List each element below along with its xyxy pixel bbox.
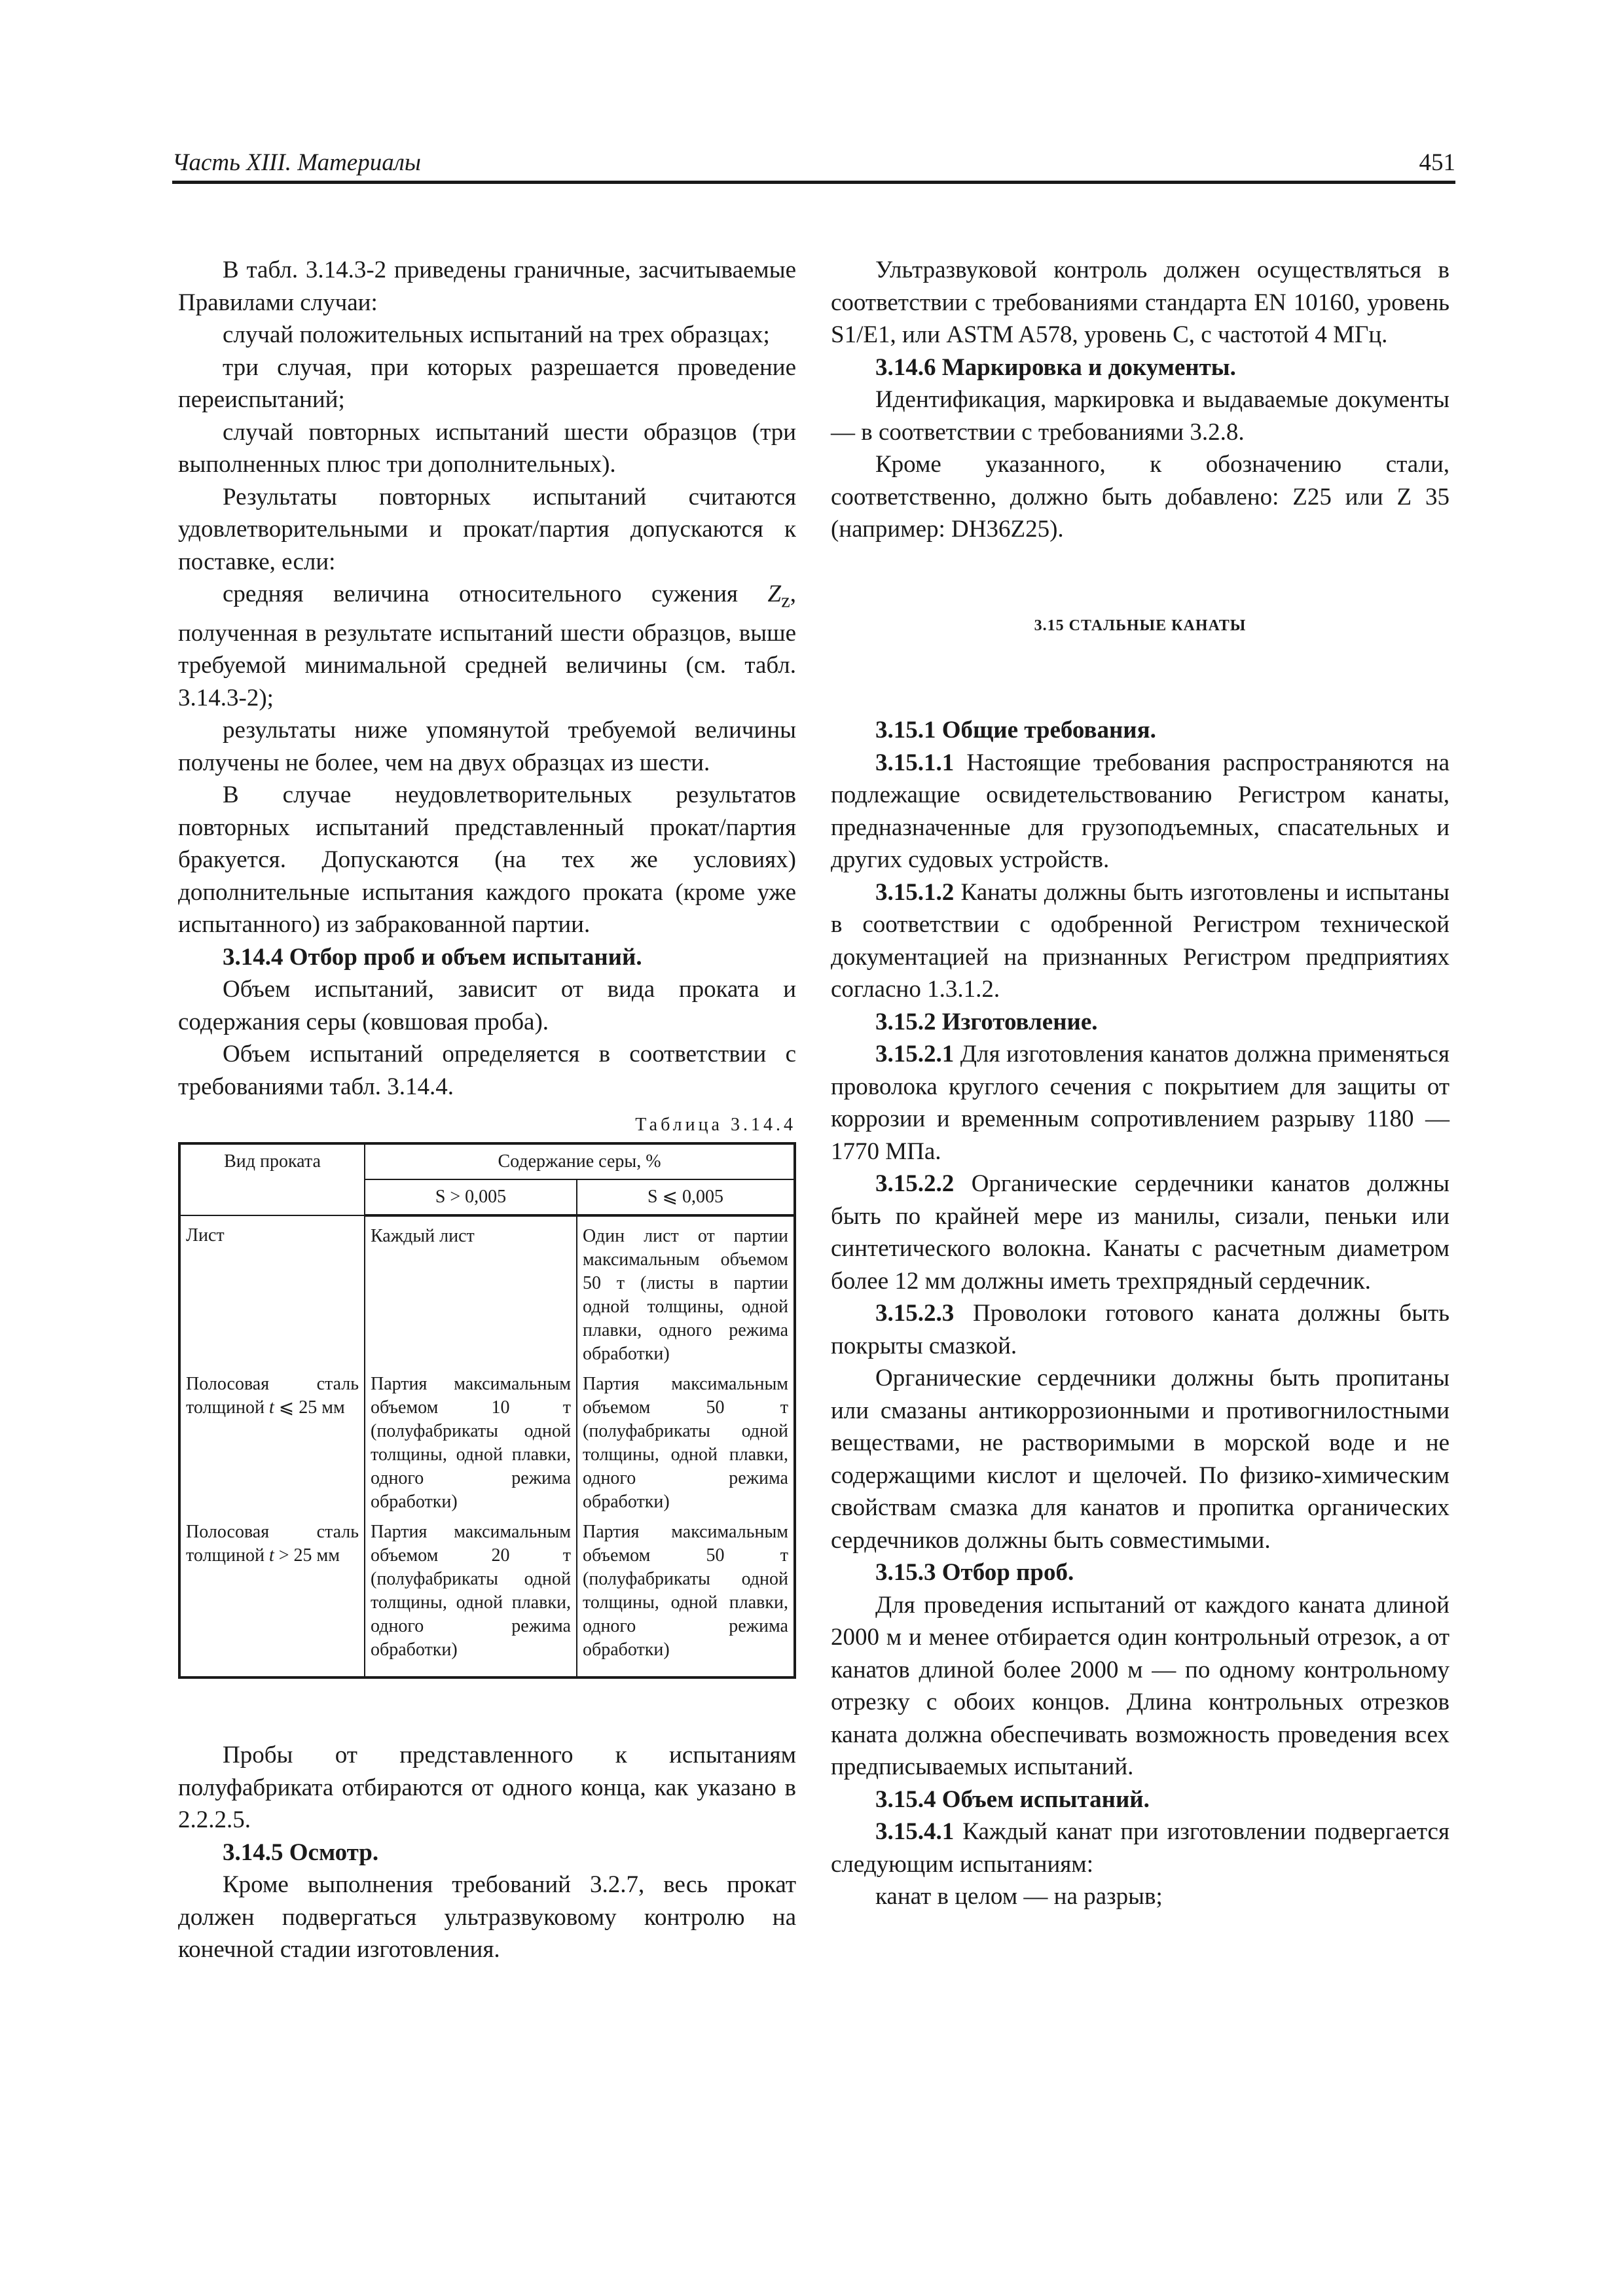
page-number: 451 [1419,149,1455,176]
clause-number: 3.15.2.2 [875,1170,955,1197]
right-column [831,254,1450,1913]
paragraph: Объем испытаний определяется в соответствии с требованиями табл. 3.14.4. [178,1041,796,1100]
paragraph [831,1297,1450,1362]
paragraph [178,578,796,714]
t-symbol: t [268,1545,274,1566]
z-subscript: z [781,589,790,612]
left-column [178,254,796,1966]
clause-number: 3.15.1.1 [875,749,955,776]
text-span: Полосовая сталь толщиной [186,1522,359,1566]
column-header-s-low: S ⩽ 0,005 [577,1179,795,1215]
text-span: Настоящие требования распространяются на подлежащие освидетельствованию Регистром канаты, предназначенные для грузоподъемных, спасательных и других судовых устройств. [831,749,1450,873]
text-span: Органические сердечники канатов должны быть по крайней мере из манилы, сизали, пеньки или синтетического волокна. Канаты с расчетным диаметром более 12 мм должны иметь трехпрядный сердечник. [831,1170,1450,1295]
clause-number: 3.15.4.1 [875,1818,955,1845]
text-span: Проволоки готового каната должны быть покрыты смазкой. [831,1300,1450,1359]
heading-3-15-4: 3.15.4 Объем испытаний. [875,1785,1150,1813]
paragraph: Идентификация, маркировка и выдаваемые документы — в соответствии с требованиями 3.2.8. [831,386,1450,446]
heading-3-15-1: 3.15.1 Общие требования. [875,717,1156,744]
paragraph [831,1168,1450,1297]
paragraph [831,1816,1450,1880]
heading-3-14-5: 3.14.5 Осмотр. [223,1839,379,1866]
table-row [179,1215,795,1369]
paragraph: Пробы от представленного к испытаниям полуфабриката отбираются от одного конца, как указано в 2.2.2.5. [178,1742,796,1834]
paragraph: Кроме выполнения требований 3.2.7, весь прокат должен подвергаться ультразвуковому контролю на конечной стадии изготовления. [178,1871,796,1964]
column-header-s-high: S > 0,005 [365,1179,577,1215]
column-header-type: Вид проката [179,1143,365,1215]
clause-number: 3.15.1.2 [875,878,955,906]
text-span: ⩽ 25 мм [274,1397,345,1418]
table-row [179,1516,795,1677]
paragraph: Органические сердечники должны быть пропитаны или смазаны антикоррозионными и противогнилостными веществами, не растворимыми в морской воде и не содержащими кислот и щелочей. По физико-химическим свойствам смазка для канатов и пропитка органических сердечников должны быть совместимыми. [831,1365,1450,1554]
heading-3-15-2: 3.15.2 Изготовление. [875,1008,1098,1035]
paragraph [831,747,1450,876]
z-symbol: Z [767,581,782,607]
text-span: средняя величина относительного сужения [223,581,768,607]
table-cell [179,1516,365,1677]
column-header-sulfur: Содержание серы, % [365,1143,795,1179]
text-span: Каждый канат при изготовлении подвергается следующим испытаниям: [831,1818,1450,1878]
paragraph: случай повторных испытаний шести образцов (три выполненных плюс три дополнительных). [178,418,796,478]
paragraph: Объем испытаний, зависит от вида проката и содержания серы (ковшовая проба). [178,976,796,1035]
paragraph: Результаты повторных испытаний считаются удовлетворительными и прокат/партия допускаются к поставке, если: [178,483,796,575]
text-span: Для изготовления канатов должна применяться проволока круглого сечения с покрытием для защиты от коррозии и временным сопротивлением разрыву 1180 — 1770 МПа. [831,1041,1450,1165]
table-cell: Лист [179,1215,365,1369]
table-cell: Партия максимальным объемом 20 т (полуфабрикаты одной толщины, одной плавки, одного режима обработки) [365,1516,577,1677]
sulfur-content-table [178,1142,796,1679]
page-header [172,144,1455,184]
text-span: , полученная в результате испытаний шести образцов, выше требуемой минимальной средней величины (см. табл. 3.14.3-2); [178,581,796,711]
table-cell: Партия максимальным объемом 50 т (полуфабрикаты одной толщины, одной плавки, одного режима обработки) [577,1516,795,1677]
table-cell: Каждый лист [365,1215,577,1369]
paragraph: результаты ниже упомянутой требуемой величины получены не более, чем на двух образцах из шести. [178,717,796,776]
paragraph: канат в целом — на разрыв; [875,1883,1163,1910]
paragraph: Для проведения испытаний от каждого каната длиной 2000 м и менее отбирается один контрольный отрезок, а от канатов длиной более 2000 м — по одному контрольному отрезку с обоих концов. Длина контрольных отрезков каната должна обеспечивать возможность проведения всех предписываемых испытаний. [831,1591,1450,1780]
paragraph [831,876,1450,1006]
clause-number: 3.15.2.1 [875,1041,955,1067]
table-cell: Партия максимальным объемом 50 т (полуфабрикаты одной толщины, одной плавки, одного режима обработки) [577,1369,795,1516]
heading-3-15-3: 3.15.3 Отбор проб. [875,1559,1074,1586]
heading-3-14-4: 3.14.4 Отбор проб и объем испытаний. [223,943,642,971]
paragraph: В случае неудовлетворительных результатов повторных испытаний представленный прокат/партия бракуется. Допускаются (на тех же условиях) дополнительные испытания каждого проката (кроме уже испытанного) из забракованной партии. [178,781,796,939]
heading-3-14-6: 3.14.6 Маркировка и документы. [875,353,1236,381]
running-title: Часть XIII. Материалы [172,149,421,176]
text-span: > 25 мм [274,1545,340,1566]
table-cell [179,1369,365,1516]
t-symbol: t [268,1397,274,1418]
paragraph: Ультразвуковой контроль должен осуществляться в соответствии с требованиями стандарта EN 10160, уровень S1/E1, или ASTM A578, уровень С, с частотой 4 МГц. [831,257,1450,348]
section-title: 3.15 СТАЛЬНЫЕ КАНАТЫ [1034,617,1247,634]
table-cell: Один лист от партии максимальным объемом 50 т (листы в партии одной толщины, одной плавки, одного режима обработки) [577,1215,795,1369]
paragraph: случай положительных испытаний на трех образцах; [223,321,770,348]
paragraph: Кроме указанного, к обозначению стали, соответственно, должно быть добавлено: Z25 или Z 35 (например: DH36Z25). [831,451,1450,543]
text-span: Канаты должны быть изготовлены и испытаны в соответствии с одобренной Регистром технической документацией на признанных Регистром предприятиях согласно 1.3.1.2. [831,878,1450,1003]
paragraph [831,1038,1450,1168]
table-row [179,1369,795,1516]
table-caption: Таблица 3.14.4 [635,1115,796,1136]
paragraph: В табл. 3.14.3-2 приведены граничные, засчитываемые Правилами случаи: [178,257,796,316]
paragraph: три случая, при которых разрешается проведение переиспытаний; [178,353,796,413]
text-span: Полосовая сталь толщиной [186,1374,359,1418]
table-cell: Партия максимальным объемом 10 т (полуфабрикаты одной толщины, одной плавки, одного режима обработки) [365,1369,577,1516]
clause-number: 3.15.2.3 [875,1300,955,1327]
